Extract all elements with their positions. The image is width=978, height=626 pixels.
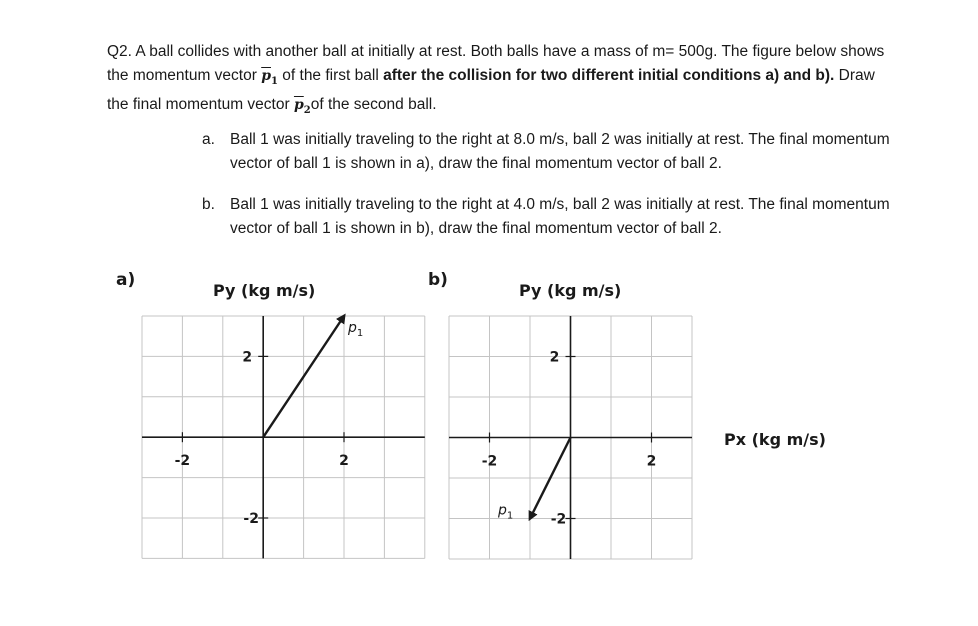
list-marker-b: b. bbox=[202, 196, 215, 213]
vector-subscript: 1 bbox=[506, 510, 514, 522]
y-tick-label: 2 bbox=[242, 349, 253, 366]
figure-a-label: a) bbox=[116, 270, 136, 290]
y-tick-label: -2 bbox=[550, 511, 567, 528]
vector-subscript: 1 bbox=[356, 328, 364, 339]
p2-vector-symbol: $\overline{p}_2$ bbox=[293, 96, 311, 116]
vector-symbol: p bbox=[348, 320, 357, 336]
x-tick-label: -2 bbox=[174, 453, 191, 470]
list-text-b: Ball 1 was initially traveling to the right at 4.0 m/s, ball 2 was initially at rest. The final momentum vector of ball 1 is shown in b), draw the final momentum vector of ball 2. bbox=[230, 196, 890, 237]
x-tick-label: 2 bbox=[646, 453, 657, 470]
question-bold: after the collision for two different initial conditions a) and b). bbox=[383, 66, 835, 84]
p1-vector-symbol: $\overline{p}_1$ bbox=[261, 67, 278, 87]
question-part2: of the first ball bbox=[277, 66, 384, 84]
list-marker-a: a. bbox=[202, 131, 215, 148]
question-part3: Draw the final momentum vector bbox=[107, 66, 875, 113]
y-tick-label: -2 bbox=[243, 511, 259, 527]
x-tick-label: 2 bbox=[339, 453, 349, 470]
list-text-a: Ball 1 was initially traveling to the right at 8.0 m/s, ball 2 was initially at rest. The final momentum vector of ball 1 is shown in a), draw the final momentum vector of ball 2. bbox=[230, 131, 890, 172]
y-tick-label: 2 bbox=[549, 349, 560, 366]
x-tick-label: -2 bbox=[481, 453, 498, 470]
vector-symbol: p bbox=[498, 502, 507, 519]
x-axis-title: Px (kg m/s) bbox=[724, 430, 826, 449]
figure-b-label: b) bbox=[428, 270, 448, 290]
question-part4: of the second ball. bbox=[310, 95, 437, 113]
figure-a-y-axis-title: Py (kg m/s) bbox=[213, 281, 316, 300]
figure-b-y-axis-title: Py (kg m/s) bbox=[519, 281, 622, 300]
question-part1: Q2. A ball collides with another ball at initially at rest. Both balls have a mass of m= 500g. The figure below shows the momentum vector bbox=[107, 43, 885, 84]
